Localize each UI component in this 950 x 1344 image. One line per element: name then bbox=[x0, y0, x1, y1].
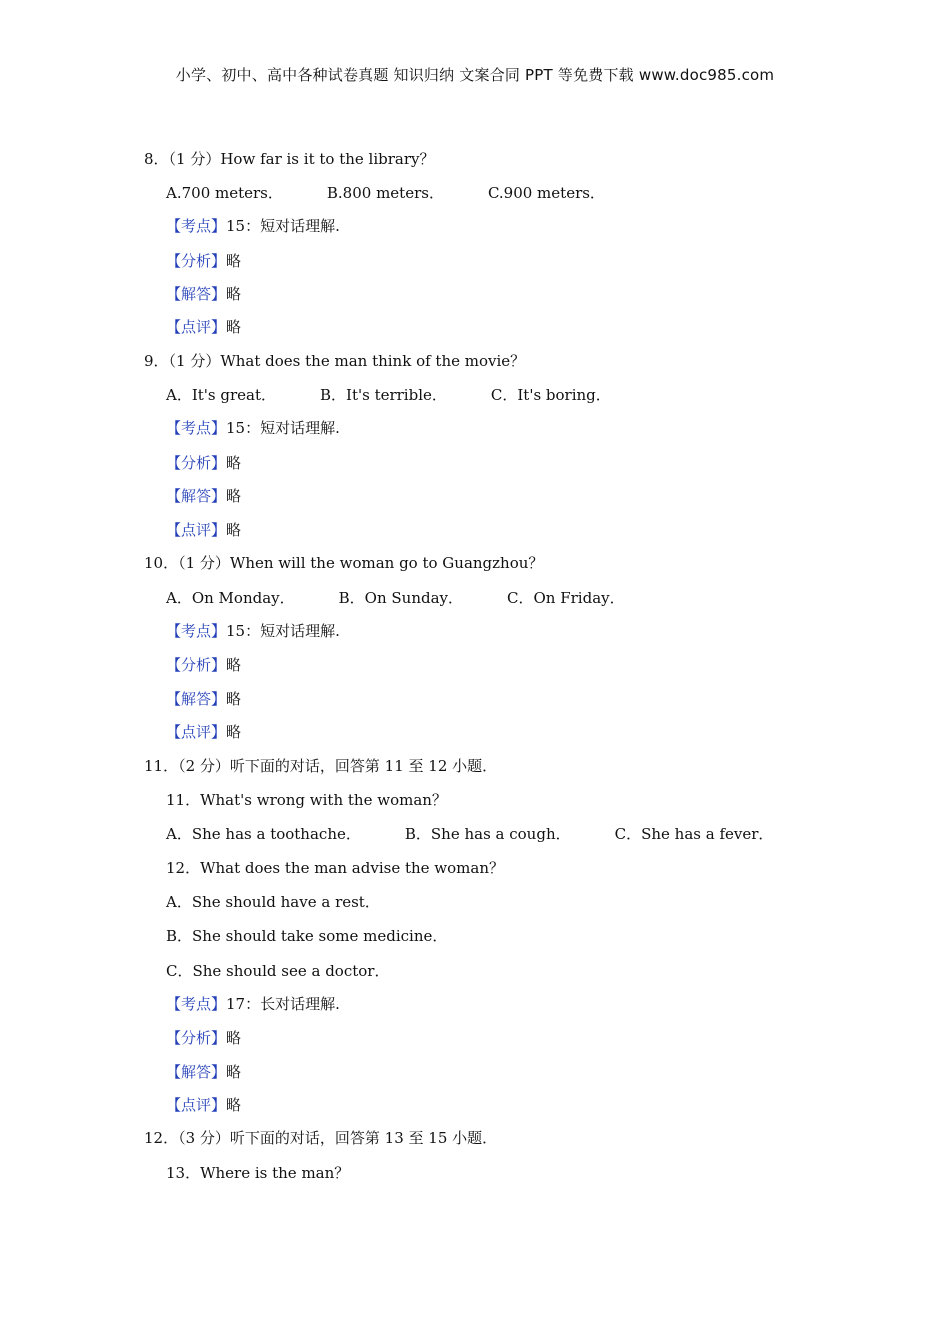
fenxi-row bbox=[166, 251, 241, 271]
fenxi-row bbox=[166, 1028, 241, 1048]
sub-question-11: 11．What's wrong with the woman？ bbox=[166, 791, 447, 809]
kaodian-label: 【考点】 bbox=[166, 419, 227, 437]
kaodian-text: 15：短对话理解. bbox=[226, 622, 340, 640]
kaodian-label: 【考点】 bbox=[166, 622, 227, 640]
lue-text: 略 bbox=[226, 1063, 242, 1081]
kaodian-text: 17：长对话理解. bbox=[226, 995, 340, 1013]
jieda-row bbox=[166, 1062, 241, 1082]
question-12-stem: 12．（3 分）听下面的对话，回答第 13 至 15 小题． bbox=[144, 1129, 498, 1147]
sub-question-12-option-b: B．She should take some medicine． bbox=[166, 927, 448, 945]
lue-text: 略 bbox=[226, 285, 242, 303]
option-a: A．She has a toothache． bbox=[166, 825, 361, 843]
option-b: B．It's terrible． bbox=[320, 386, 447, 404]
question-8-stem: 8．（1 分）How far is it to the library？ bbox=[144, 150, 435, 168]
kaodian-label: 【考点】 bbox=[166, 995, 227, 1013]
fenxi-row bbox=[166, 655, 241, 675]
lue-text: 略 bbox=[226, 690, 242, 708]
lue-text: 略 bbox=[226, 252, 242, 270]
question-10-stem: 10．（1 分）When will the woman go to Guangzhou？ bbox=[144, 554, 544, 572]
dianping-row bbox=[166, 722, 241, 742]
option-b: B.800 meters． bbox=[326, 184, 444, 202]
jieda-label: 【解答】 bbox=[166, 690, 227, 708]
option-c: C．She has a fever． bbox=[614, 825, 774, 843]
option-c: C．It's boring． bbox=[490, 386, 611, 404]
lue-text: 略 bbox=[226, 1029, 242, 1047]
sub-question-11-options bbox=[166, 824, 773, 844]
fenxi-label: 【分析】 bbox=[166, 252, 227, 270]
dianping-row bbox=[166, 317, 241, 337]
option-a: A．On Monday． bbox=[166, 589, 295, 607]
kaodian-row bbox=[166, 994, 340, 1014]
kaodian-text: 15：短对话理解. bbox=[226, 419, 340, 437]
lue-text: 略 bbox=[226, 487, 242, 505]
option-b: B．On Sunday． bbox=[338, 589, 464, 607]
option-c: C．On Friday． bbox=[507, 589, 625, 607]
question-11-stem: 11．（2 分）听下面的对话，回答第 11 至 12 小题． bbox=[144, 757, 498, 775]
sub-question-12-option-c: C．She should see a doctor． bbox=[166, 962, 390, 980]
lue-text: 略 bbox=[226, 656, 242, 674]
fenxi-label: 【分析】 bbox=[166, 656, 227, 674]
lue-text: 略 bbox=[226, 1096, 242, 1114]
dianping-label: 【点评】 bbox=[166, 1096, 227, 1114]
kaodian-row bbox=[166, 418, 340, 438]
page-header: 小学、初中、高中各种试卷真题 知识归纳 文案合同 PPT 等免费下载 www.doc985.com bbox=[175, 66, 775, 84]
jieda-label: 【解答】 bbox=[166, 1063, 227, 1081]
kaodian-text: 15：短对话理解. bbox=[226, 217, 340, 235]
sub-question-12: 12．What does the man advise the woman？ bbox=[166, 859, 504, 877]
question-9-options bbox=[166, 385, 611, 405]
lue-text: 略 bbox=[226, 454, 242, 472]
fenxi-label: 【分析】 bbox=[166, 1029, 227, 1047]
jieda-row bbox=[166, 284, 241, 304]
kaodian-row bbox=[166, 216, 340, 236]
lue-text: 略 bbox=[226, 521, 242, 539]
dianping-label: 【点评】 bbox=[166, 318, 227, 336]
jieda-label: 【解答】 bbox=[166, 285, 227, 303]
question-10-options bbox=[166, 588, 625, 608]
fenxi-label: 【分析】 bbox=[166, 454, 227, 472]
jieda-row bbox=[166, 689, 241, 709]
question-8-options bbox=[166, 183, 605, 203]
option-b: B．She has a cough． bbox=[404, 825, 571, 843]
fenxi-row bbox=[166, 453, 241, 473]
dianping-row bbox=[166, 520, 241, 540]
sub-question-12-option-a: A．She should have a rest． bbox=[166, 893, 380, 911]
option-a: A.700 meters． bbox=[166, 184, 283, 202]
option-c: C.900 meters． bbox=[487, 184, 605, 202]
lue-text: 略 bbox=[226, 318, 242, 336]
dianping-label: 【点评】 bbox=[166, 723, 227, 741]
lue-text: 略 bbox=[226, 723, 242, 741]
option-a: A．It's great． bbox=[166, 386, 276, 404]
dianping-row bbox=[166, 1095, 241, 1115]
dianping-label: 【点评】 bbox=[166, 521, 227, 539]
question-9-stem: 9．（1 分）What does the man think of the movie？ bbox=[144, 352, 526, 370]
jieda-label: 【解答】 bbox=[166, 487, 227, 505]
jieda-row bbox=[166, 486, 241, 506]
kaodian-label: 【考点】 bbox=[166, 217, 227, 235]
kaodian-row bbox=[166, 621, 340, 641]
sub-question-13: 13．Where is the man？ bbox=[166, 1164, 350, 1182]
